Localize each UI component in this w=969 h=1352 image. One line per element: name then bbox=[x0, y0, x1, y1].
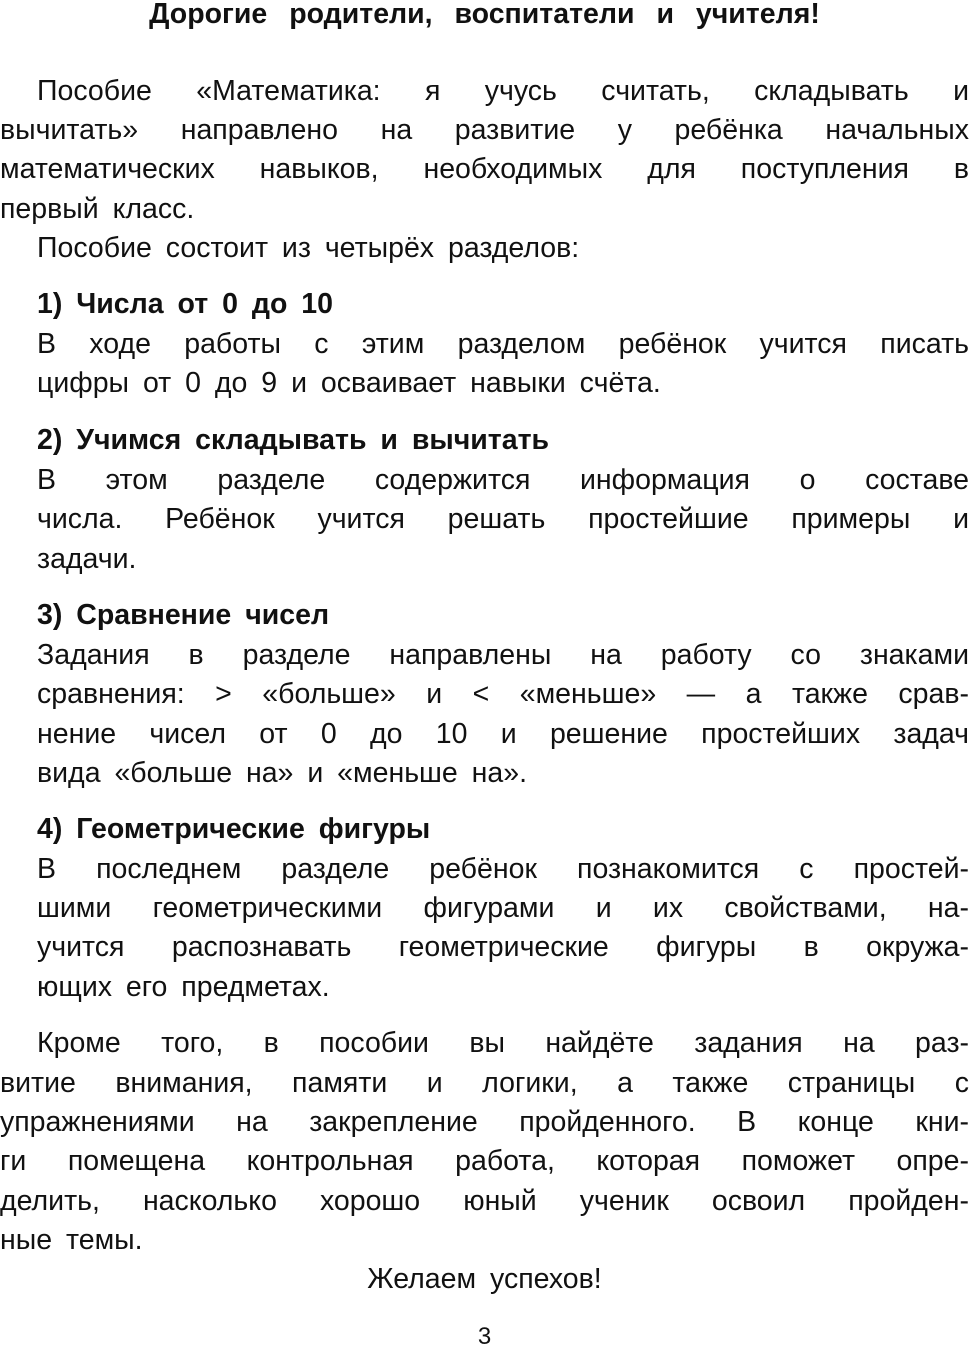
section-heading: 4) Геометрические фигуры bbox=[37, 813, 431, 845]
text-line: упражнениями на закрепление пройденного. В конце кни- bbox=[0, 1106, 969, 1138]
page-number: 3 bbox=[477, 1323, 492, 1350]
text-line: шими геометрическими фигурами и их свойствами, на- bbox=[37, 892, 969, 924]
text-line: витие внимания, памяти и логики, а также страницы с bbox=[0, 1067, 969, 1099]
structure-line: Пособие состоит из четырёх разделов: bbox=[37, 232, 580, 264]
text-line: ги помещена контрольная работа, которая поможет опре- bbox=[0, 1145, 969, 1177]
text-line: Кроме того, в пособии вы найдёте задания на раз- bbox=[37, 1027, 969, 1059]
text-line: ющих его предметах. bbox=[37, 971, 330, 1003]
text-line: вида «больше на» и «меньше на». bbox=[37, 757, 528, 789]
text-line: делить, насколько хорошо юный ученик освоил пройден- bbox=[0, 1185, 969, 1217]
text-line: Пособие «Математика: я учусь считать, складывать и bbox=[37, 75, 969, 107]
text-line: Задания в разделе направлены на работу со знаками bbox=[37, 639, 969, 671]
section-heading: 3) Сравнение чисел bbox=[37, 599, 330, 631]
text-line: ные темы. bbox=[0, 1224, 143, 1256]
text-line: математических навыков, необходимых для поступления в bbox=[0, 153, 969, 185]
page-title: Дорогие родители, воспитатели и учителя! bbox=[149, 0, 820, 30]
text-line: числа. Ребёнок учится решать простейшие примеры и bbox=[37, 503, 969, 535]
text-line: В последнем разделе ребёнок познакомится с простей- bbox=[37, 853, 969, 885]
section-heading: 1) Числа от 0 до 10 bbox=[37, 288, 333, 320]
text-line: сравнения: > «больше» и < «меньше» — а также срав- bbox=[37, 678, 969, 710]
text-line: задачи. bbox=[37, 543, 137, 575]
text-line: В ходе работы с этим разделом ребёнок учится писать bbox=[37, 328, 969, 360]
section-heading: 2) Учимся складывать и вычитать bbox=[37, 424, 550, 456]
text-line: вычитать» направлено на развитие у ребёнка начальных bbox=[0, 114, 969, 146]
text-line: нение чисел от 0 до 10 и решение простейших задач bbox=[37, 718, 969, 750]
text-line: первый класс. bbox=[0, 193, 195, 225]
text-line: учится распознавать геометрические фигуры в окружа- bbox=[37, 931, 969, 963]
text-line: цифры от 0 до 9 и осваивает навыки счёта. bbox=[37, 367, 661, 399]
closing-wish: Желаем успехов! bbox=[367, 1263, 602, 1295]
text-line: В этом разделе содержится информация о составе bbox=[37, 464, 969, 496]
